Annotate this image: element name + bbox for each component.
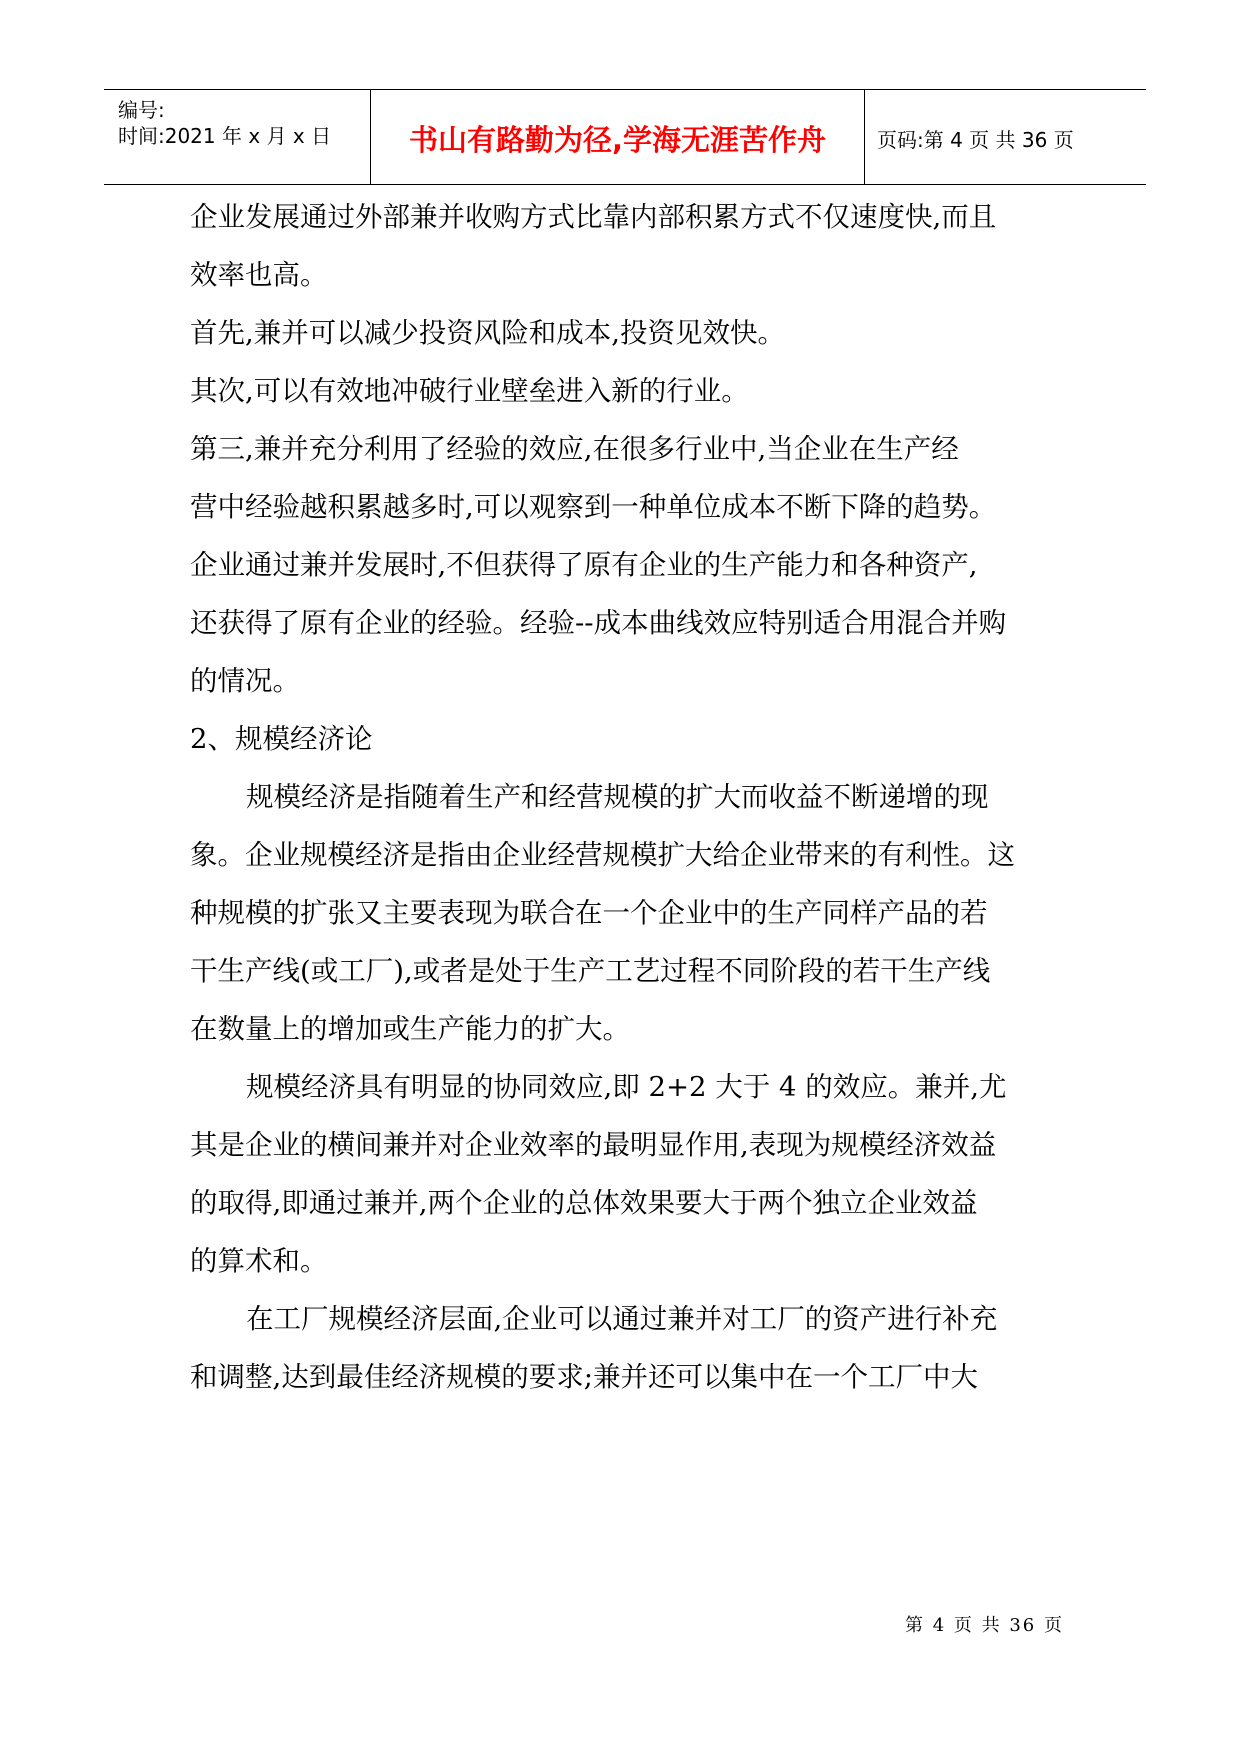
page-header [104, 89, 1146, 185]
header-info-cell [104, 90, 371, 184]
body-line: 和调整,达到最佳经济规模的要求;兼并还可以集中在一个工厂中大 [190, 1361, 979, 1393]
body-line: 第三,兼并充分利用了经验的效应,在很多行业中,当企业在生产经 [190, 433, 959, 465]
document-time-label: 时间:2021 年 x 月 x 日 [118, 124, 332, 148]
body-line: 营中经验越积累越多时,可以观察到一种单位成本不断下降的趋势。 [190, 491, 997, 523]
body-line: 的算术和。 [190, 1245, 328, 1277]
body-line: 企业通过兼并发展时,不但获得了原有企业的生产能力和各种资产, [190, 549, 978, 581]
header-page-cell [865, 90, 1146, 184]
body-line: 种规模的扩张又主要表现为联合在一个企业中的生产同样产品的若 [190, 897, 988, 929]
body-line: 在工厂规模经济层面,企业可以通过兼并对工厂的资产进行补充 [246, 1303, 998, 1335]
body-line: 的取得,即通过兼并,两个企业的总体效果要大于两个独立企业效益 [190, 1187, 978, 1219]
header-page-number: 页码:第 4 页 共 36 页 [877, 128, 1074, 152]
section-heading: 2、规模经济论 [190, 723, 373, 755]
body-line: 规模经济是指随着生产和经营规模的扩大而收益不断递增的现 [246, 781, 989, 813]
body-line: 象。企业规模经济是指由企业经营规模扩大给企业带来的有利性。这 [190, 839, 1015, 871]
body-line: 首先,兼并可以减少投资风险和成本,投资见效快。 [190, 317, 785, 349]
body-line: 干生产线(或工厂),或者是处于生产工艺过程不同阶段的若干生产线 [190, 955, 991, 987]
body-line: 还获得了原有企业的经验。经验--成本曲线效应特别适合用混合并购 [190, 607, 1007, 639]
header-motto: 书山有路勤为径,学海无涯苦作舟 [408, 123, 827, 157]
body-line: 在数量上的增加或生产能力的扩大。 [190, 1013, 630, 1045]
body-line: 其是企业的横间兼并对企业效率的最明显作用,表现为规模经济效益 [190, 1129, 997, 1161]
document-number-label: 编号: [118, 98, 165, 122]
body-line: 其次,可以有效地冲破行业壁垒进入新的行业。 [190, 375, 749, 407]
body-line: 企业发展通过外部兼并收购方式比靠内部积累方式不仅速度快,而且 [190, 201, 997, 233]
footer-page-number: 第 4 页 共 36 页 [905, 1615, 1064, 1636]
body-line: 效率也高。 [190, 259, 328, 291]
header-motto-cell [371, 90, 865, 184]
body-line: 的情况。 [190, 665, 300, 697]
body-line: 规模经济具有明显的协同效应,即 2+2 大于 4 的效应。兼并,尤 [246, 1071, 1007, 1103]
